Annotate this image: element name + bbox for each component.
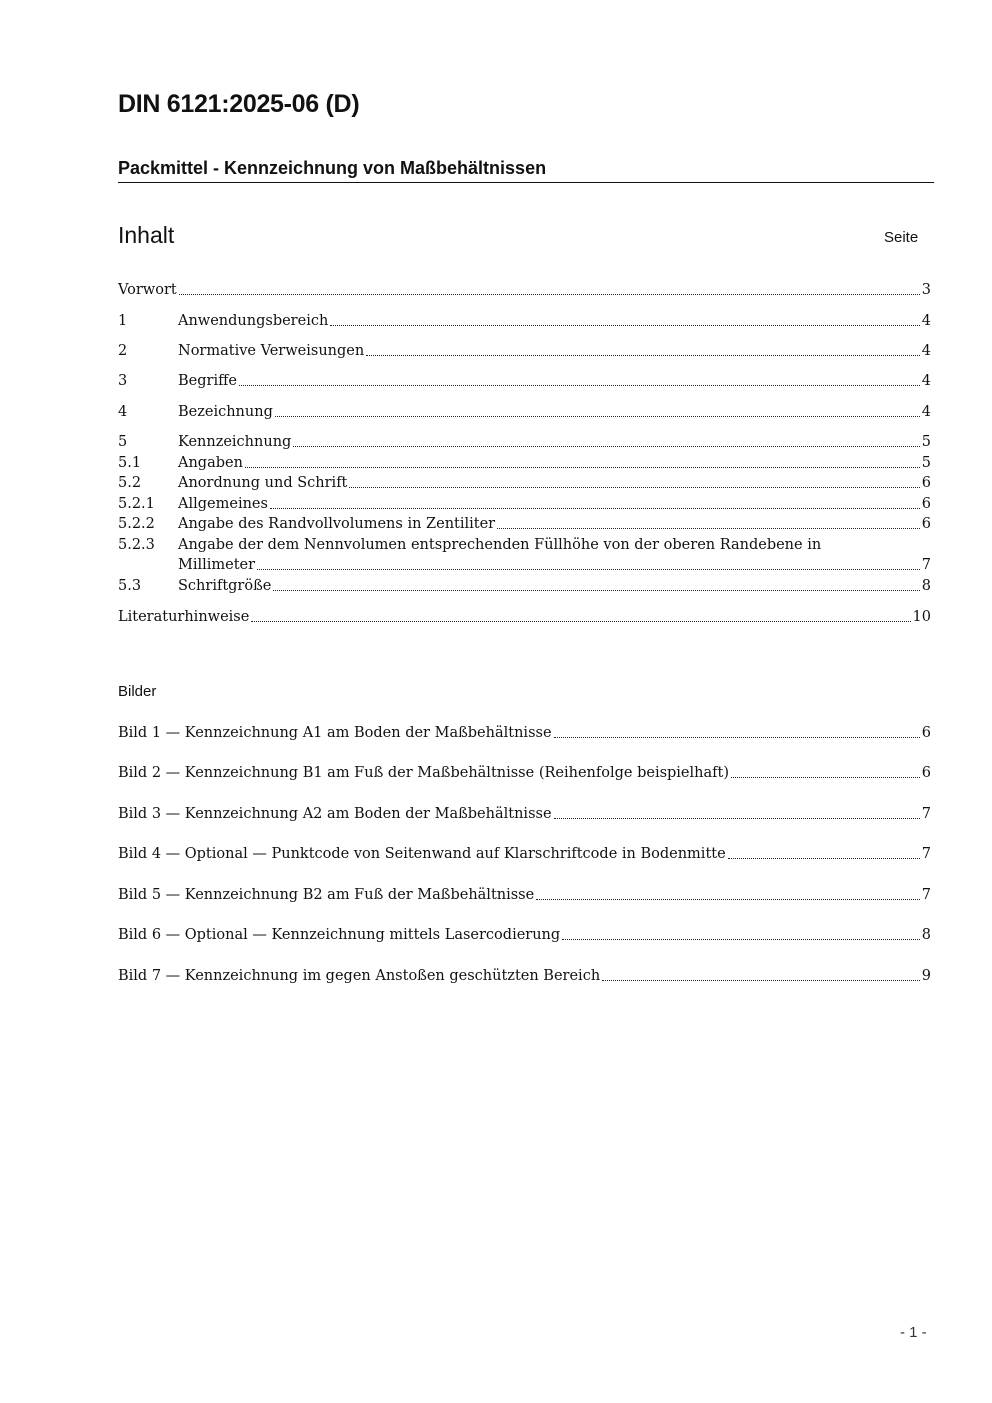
figure-entry-2[interactable] <box>118 762 931 782</box>
figure-entry-text: Bild 6 — Optional — Kennzeichnung mittels Lasercodierung <box>118 927 561 943</box>
toc-entry-text: Normative Verweisungen <box>178 343 365 359</box>
toc-leader <box>275 416 920 417</box>
toc-entry-number: 5.2.3 <box>118 537 155 553</box>
toc-entry-vorwort[interactable] <box>118 279 931 299</box>
toc-entry-2[interactable] <box>118 340 931 360</box>
toc-leader <box>293 446 919 447</box>
figure-entry-text: Bild 4 — Optional — Punktcode von Seitenwand auf Klarschriftcode in Bodenmitte <box>118 846 726 862</box>
figure-entry-text: Bild 5 — Kennzeichnung B2 am Fuß der Maßbehältnisse <box>118 887 535 903</box>
figure-entry-page: 6 <box>921 765 931 781</box>
toc-entry-5-3[interactable] <box>118 575 931 595</box>
figure-entry-text: Bild 7 — Kennzeichnung im gegen Anstoßen geschützten Bereich <box>118 968 601 984</box>
toc-leader <box>562 939 920 940</box>
toc-leader <box>251 621 910 622</box>
toc-entry-5-2-3-cont[interactable] <box>178 554 931 574</box>
toc-entry-page: 10 <box>912 609 931 625</box>
toc-entry-text: Anwendungsbereich <box>178 313 329 329</box>
toc-leader <box>497 528 920 529</box>
figure-entry-page: 9 <box>921 968 931 984</box>
toc-entry-number: 1 <box>118 313 128 329</box>
figure-entry-7[interactable] <box>118 965 931 985</box>
toc-entry-number: 5.1 <box>118 455 142 471</box>
toc-entry-page: 5 <box>921 434 931 450</box>
toc-entry-text: Angaben <box>178 455 243 471</box>
page-column-label: Seite <box>884 229 919 246</box>
toc-entry-page: 4 <box>921 343 931 359</box>
toc-entry-page: 4 <box>921 404 931 420</box>
toc-entry-text: Kennzeichnung <box>178 434 292 450</box>
toc-leader <box>179 294 920 295</box>
toc-entry-page: 6 <box>921 516 931 532</box>
toc-heading: Inhalt <box>118 222 175 248</box>
figure-entry-6[interactable] <box>118 924 931 944</box>
figures-heading: Bilder <box>118 683 157 700</box>
toc-entry-3[interactable] <box>118 370 931 390</box>
toc-entry-5-1[interactable] <box>118 452 931 472</box>
toc-entry-number: 5.2.2 <box>118 516 155 532</box>
toc-entry-text: Angabe des Randvollvolumens in Zentiliter <box>178 516 496 532</box>
toc-entry-page: 5 <box>921 455 931 471</box>
toc-entry-text: Angabe der dem Nennvolumen entsprechenden Füllhöhe von der oberen Randebene in <box>178 537 822 553</box>
toc-entry-page: 8 <box>921 578 931 594</box>
toc-entry-number: 4 <box>118 404 128 420</box>
toc-entry-text: Literaturhinweise <box>118 609 250 625</box>
document-title: DIN 6121:2025-06 (D) <box>118 90 360 118</box>
toc-entry-number: 2 <box>118 343 128 359</box>
toc-leader <box>554 818 920 819</box>
toc-leader <box>728 858 920 859</box>
page-number: - 1 - <box>900 1324 927 1341</box>
toc-entry-5-2-1[interactable] <box>118 493 931 513</box>
figure-entry-4[interactable] <box>118 843 931 863</box>
toc-entry-text: Anordnung und Schrift <box>178 475 348 491</box>
toc-entry-number: 5.2.1 <box>118 496 155 512</box>
toc-entry-text-continued: Millimeter <box>178 557 256 573</box>
toc-entry-page: 4 <box>921 373 931 389</box>
figure-entry-page: 8 <box>921 927 931 943</box>
toc-leader <box>330 325 919 326</box>
toc-entry-4[interactable] <box>118 401 931 421</box>
toc-entry-5-2[interactable] <box>118 472 931 492</box>
figure-entry-page: 7 <box>921 887 931 903</box>
figure-entry-page: 7 <box>921 806 931 822</box>
figure-entry-text: Bild 2 — Kennzeichnung B1 am Fuß der Maßbehältnisse (Reihenfolge beispielhaft) <box>118 765 729 781</box>
toc-entry-number: 5 <box>118 434 128 450</box>
toc-leader <box>366 355 920 356</box>
toc-leader <box>239 385 920 386</box>
document-subtitle: Packmittel - Kennzeichnung von Maßbehältnissen <box>118 158 547 178</box>
toc-leader <box>536 899 920 900</box>
figure-entry-3[interactable] <box>118 803 931 823</box>
toc-leader <box>349 487 919 488</box>
toc-entry-5-2-2[interactable] <box>118 513 931 533</box>
toc-entry-page: 7 <box>921 557 931 573</box>
toc-entry-page: 3 <box>921 282 931 298</box>
toc-entry-number: 3 <box>118 373 128 389</box>
figure-entry-1[interactable] <box>118 722 931 742</box>
toc-leader <box>245 467 920 468</box>
toc-entry-text: Bezeichnung <box>178 404 273 420</box>
toc-leader <box>554 737 920 738</box>
toc-entry-text: Vorwort <box>118 282 177 298</box>
toc-entry-number: 5.3 <box>118 578 142 594</box>
figure-entry-page: 6 <box>921 725 931 741</box>
toc-entry-5-2-3[interactable] <box>118 534 931 554</box>
figure-entry-page: 7 <box>921 846 931 862</box>
figure-entry-5[interactable] <box>118 884 931 904</box>
toc-leader <box>257 569 920 570</box>
toc-entry-5[interactable] <box>118 431 931 451</box>
toc-entry-literatur[interactable] <box>118 606 931 626</box>
figure-entry-text: Bild 1 — Kennzeichnung A1 am Boden der Maßbehältnisse <box>118 725 552 741</box>
toc-leader <box>602 980 920 981</box>
toc-entry-text: Begriffe <box>178 373 237 389</box>
toc-entry-1[interactable] <box>118 310 931 330</box>
toc-entry-number: 5.2 <box>118 475 142 491</box>
toc-entry-page: 6 <box>921 475 931 491</box>
figure-entry-text: Bild 3 — Kennzeichnung A2 am Boden der Maßbehältnisse <box>118 806 552 822</box>
toc-leader <box>731 777 920 778</box>
toc-leader <box>273 590 919 591</box>
title-divider <box>118 182 934 183</box>
toc-leader <box>270 508 920 509</box>
toc-entry-page: 4 <box>921 313 931 329</box>
toc-entry-page: 6 <box>921 496 931 512</box>
toc-entry-text: Schriftgröße <box>178 578 272 594</box>
toc-entry-text: Allgemeines <box>178 496 268 512</box>
